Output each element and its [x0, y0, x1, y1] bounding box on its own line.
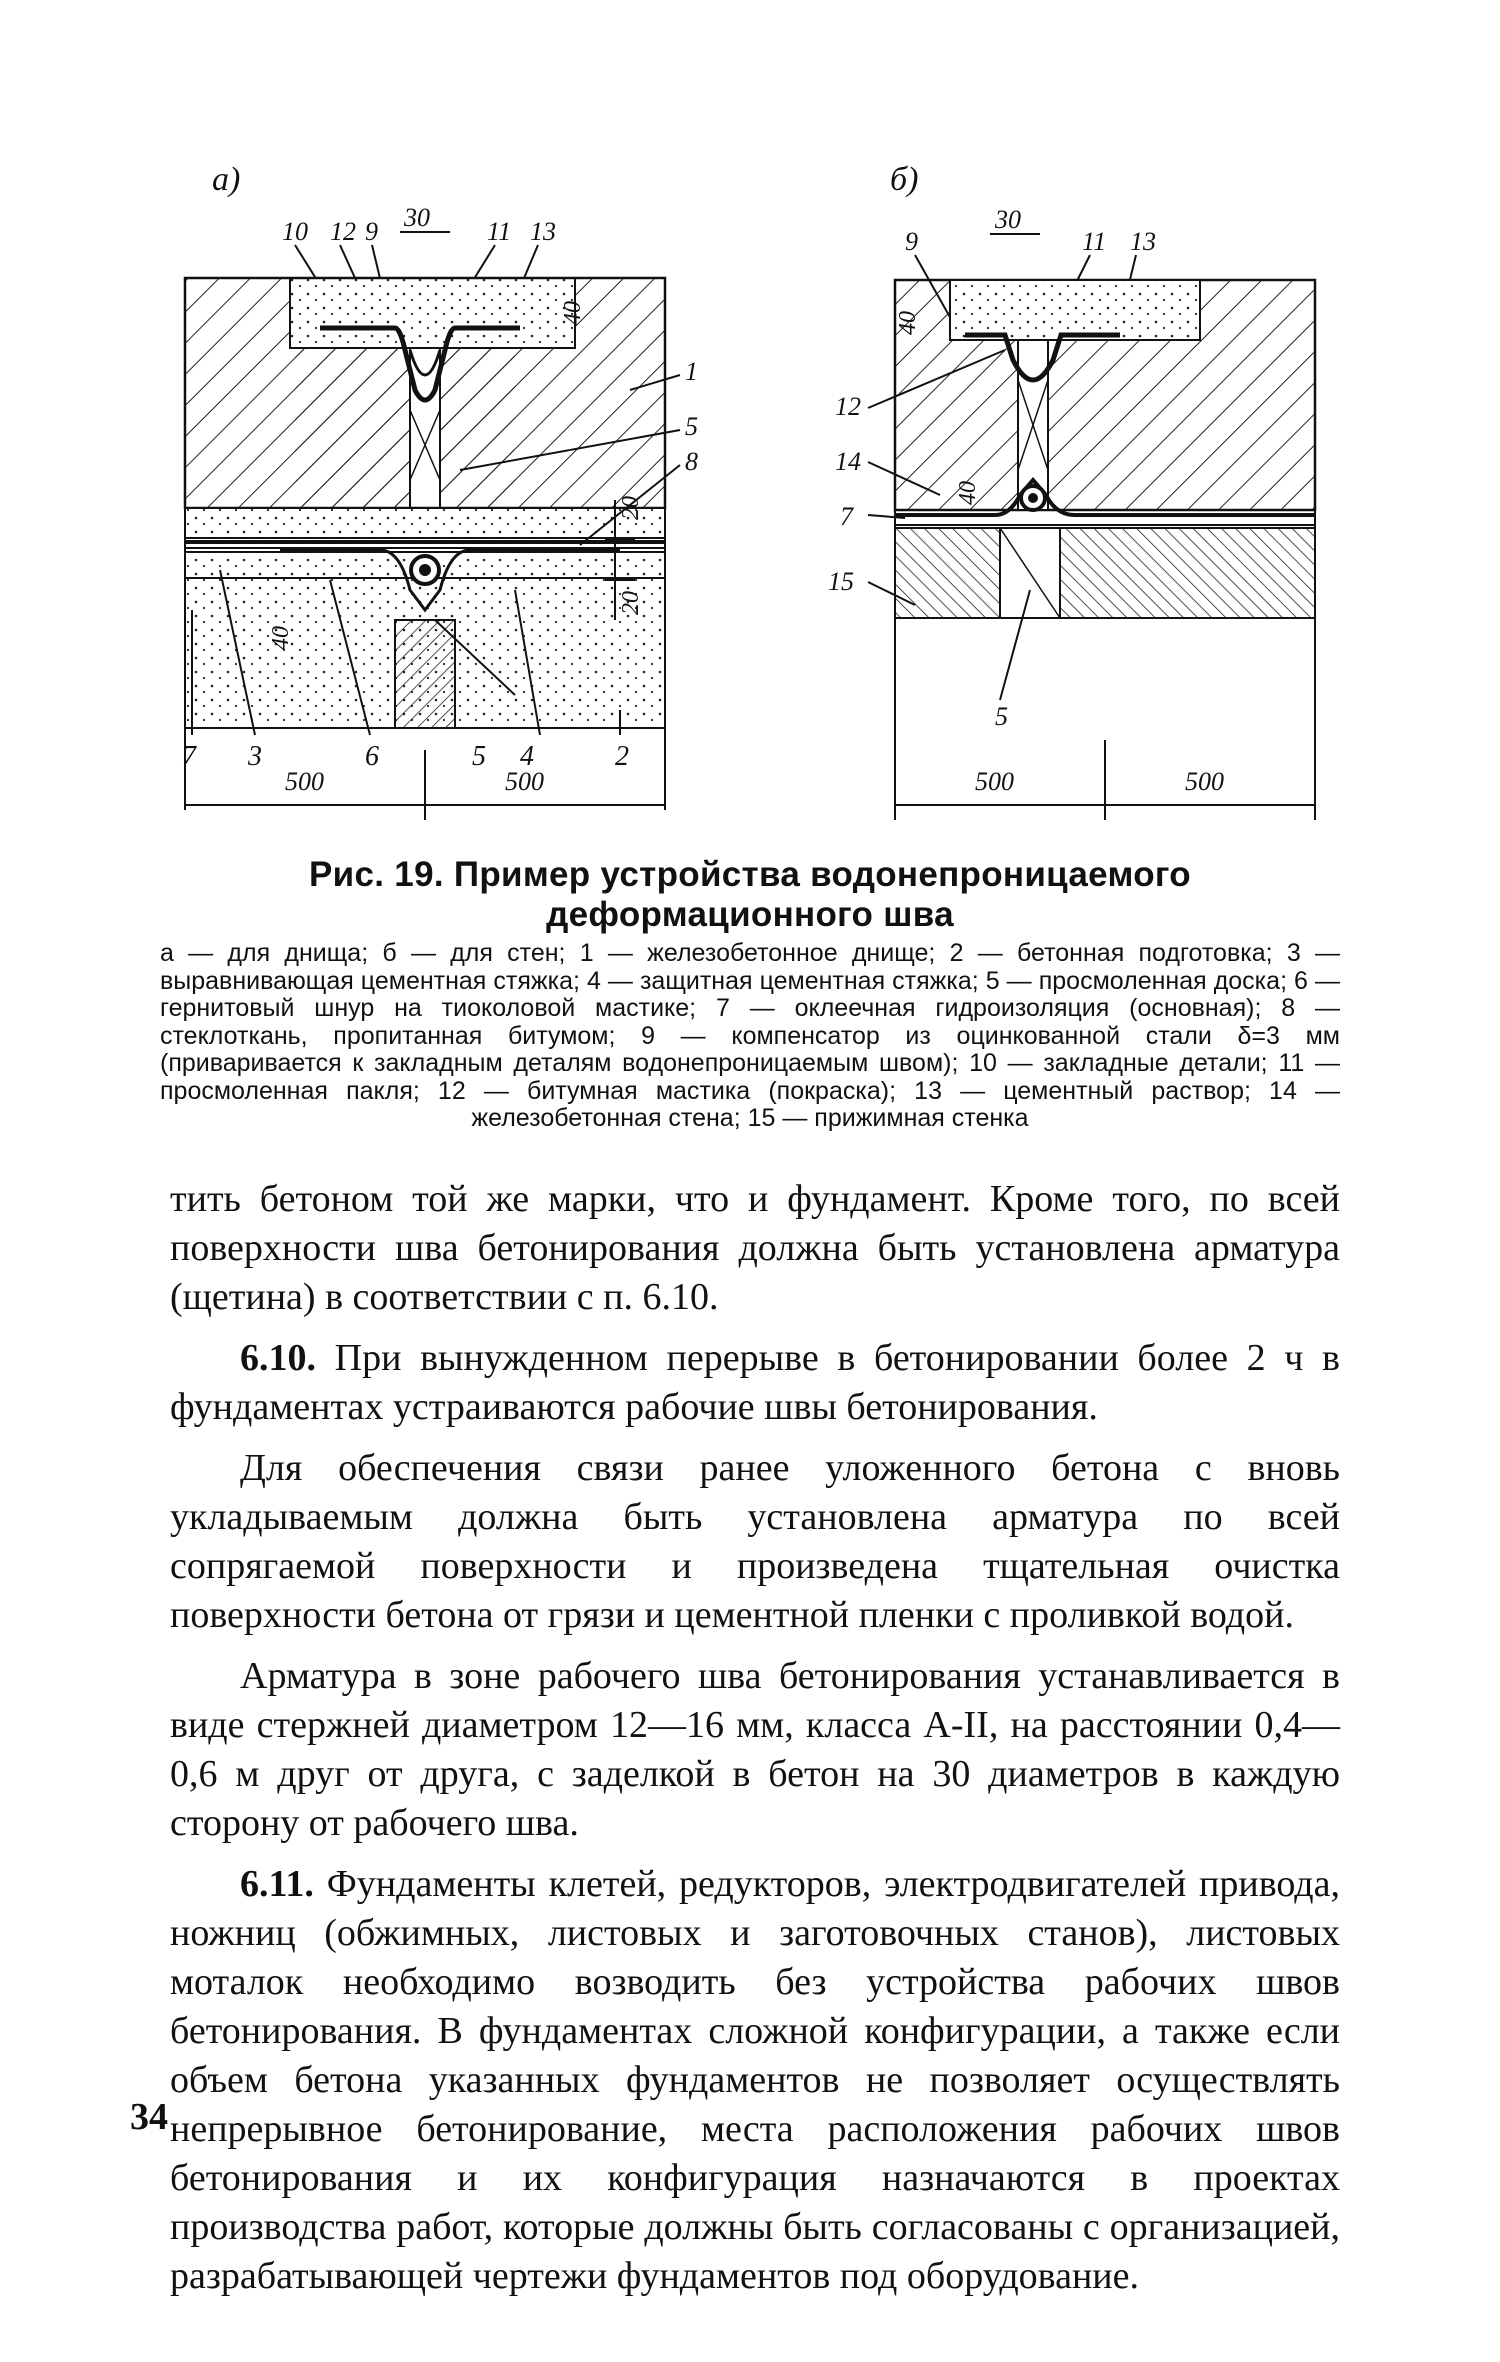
callout-5-bottom: 5 — [472, 741, 486, 772]
callout-6: 6 — [365, 741, 379, 772]
callout-14-b: 14 — [835, 447, 861, 476]
figure-a-panel-label: а) — [212, 161, 241, 198]
callout-9-b: 9 — [905, 227, 918, 256]
base-dim-left: 500 — [285, 767, 324, 796]
callout-10: 10 — [282, 217, 308, 246]
callout-9: 9 — [365, 217, 378, 246]
paragraph-4: Арматура в зоне рабочего шва бетонирования устанавливается в виде стержней диаметром 12—16 мм, класса А-II, на расстоянии 0,4—0,6 м друг от друга, с заделкой в бетон на 30 диаметров в каждую сторону от рабочего шва. — [170, 1655, 1340, 1844]
callout-12: 12 — [330, 217, 356, 246]
section-number-6-10: 6.10. — [240, 1337, 316, 1379]
callout-15-b: 15 — [828, 567, 854, 596]
base-dim-left-b: 500 — [975, 767, 1014, 796]
figure-caption-title: Рис. 19. Пример устройства водонепроницаемого деформационного шва — [309, 855, 1191, 934]
joint-gap — [410, 348, 440, 508]
figure-b — [800, 150, 1360, 840]
callout-5: 5 — [685, 412, 698, 441]
paragraph-1: тить бетоном той же марки, что и фундамент. Кроме того, по всей поверхности шва бетонирования должна быть установлена арматура (щетина) в соответствии с п. 6.10. — [170, 1178, 1340, 1318]
callout-3: 3 — [248, 741, 262, 772]
dim-40-bottom: 40 — [268, 626, 294, 650]
callout-4: 4 — [520, 741, 534, 772]
dim-40-top: 40 — [560, 301, 586, 325]
callout-11-b: 11 — [1082, 227, 1107, 256]
resin-board — [395, 620, 455, 728]
dim-40-b-top: 40 — [895, 311, 921, 335]
callout-2: 2 — [615, 741, 629, 772]
paragraph-3: Для обеспечения связи ранее уложенного бетона с вновь укладываемым должна быть установлена арматура по всей сопрягаемой поверхности и произведена тщательная очистка поверхности бетона от грязи и цементной пленки с проливкой водой. — [170, 1447, 1340, 1636]
paragraph-5 — [170, 1860, 1340, 2301]
figure-b-drawing — [800, 150, 1360, 840]
body-text — [170, 1175, 1340, 2301]
page-number: 34 — [130, 2096, 168, 2138]
paragraph-2 — [170, 1334, 1340, 1432]
dim-30: 30 — [404, 203, 430, 232]
callout-12-b: 12 — [835, 392, 861, 421]
dim-20-a: 20 — [618, 496, 644, 520]
dim-20-b: 20 — [618, 591, 644, 615]
callout-5-b: 5 — [995, 702, 1008, 731]
callout-13: 13 — [530, 217, 556, 246]
figure-b-panel-label: б) — [890, 161, 919, 198]
callout-7: 7 — [182, 741, 196, 772]
paragraph-5-text: Фундаменты клетей, редукторов, электродвигателей привода, ножниц (обжимных, листовых и заготовочных станов), листовых моталок необходимо возводить без устройства рабочих швов бетонирования. В фундаментах сложной конфигурации, а также если объем бетона указанных фундаментов не позволяет осуществлять непрерывное бетонирование, места расположения рабочих швов бетонирования и их конфигурация назначаются в проектах производства работ, которые должны быть согласованы с организацией, разрабатывающей чертежи фундаментов под оборудование. — [170, 1863, 1340, 2297]
base-dim-right: 500 — [505, 767, 544, 796]
section-number-6-11: 6.11. — [240, 1863, 314, 1905]
callout-8: 8 — [685, 447, 698, 476]
paragraph-2-text: При вынужденном перерыве в бетонировании более 2 ч в фундаментах устраиваются рабочие швы бетонирования. — [170, 1337, 1341, 1428]
figure-a-drawing — [160, 150, 700, 840]
callout-7-b: 7 — [840, 502, 853, 531]
figure-a — [160, 150, 700, 840]
dim-40-b-mid: 40 — [955, 481, 981, 505]
callout-11: 11 — [487, 217, 512, 246]
dim-30-b: 30 — [995, 205, 1021, 234]
base-dim-right-b: 500 — [1185, 767, 1224, 796]
callout-13-b: 13 — [1130, 227, 1156, 256]
pressure-wall — [895, 528, 1315, 618]
figure-legend: а — для днища; б — для стен; 1 — железобетонное днище; 2 — бетонная подготовка; 3 — выравнивающая цементная стяжка; 4 — защитная цементная стяжка; 5 — просмоленная доска; 6 — гернитовый шнур на тиоколовой мастике; 7 — оклеечная гидроизоляция (основная); 8 — стеклоткань, пропитанная битумом; 9 — компенсатор из оцинкованной стали δ=3 мм (приваривается к закладным деталям водонепроницаемым швом); 10 — закладные детали; 11 — просмоленная пакля; 12 — битумная мастика (покраска); 13 — цементный раствор; 14 — железобетонная стена; 15 — прижимная стенка — [160, 939, 1340, 1132]
callout-1: 1 — [685, 357, 698, 386]
recess-mortar — [290, 278, 575, 348]
